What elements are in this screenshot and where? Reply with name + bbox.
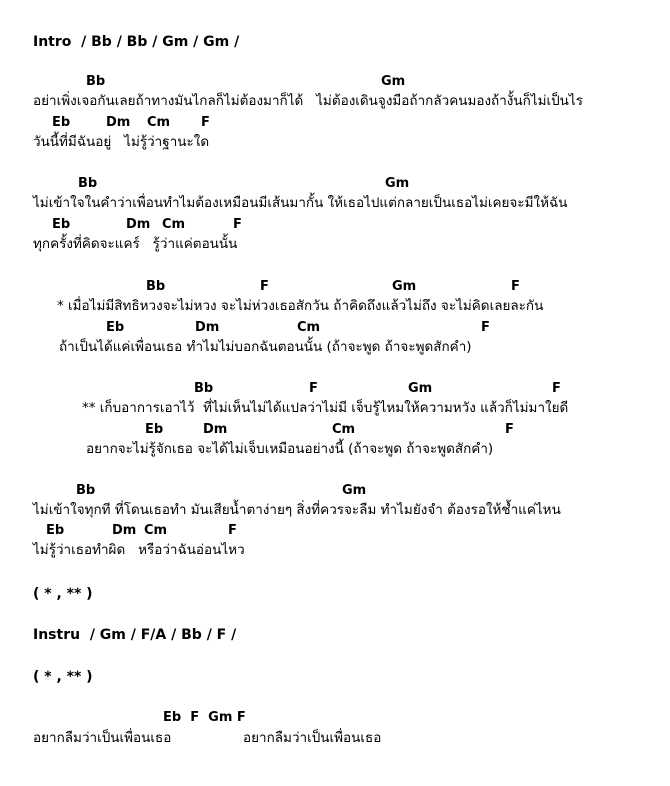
lyric-line: อยากลืมว่าเป็นเพื่อนเธอ bbox=[243, 730, 382, 746]
chord: Dm bbox=[195, 320, 220, 335]
chord: Gm bbox=[381, 74, 406, 89]
chord: F bbox=[201, 115, 210, 130]
chord: Gm bbox=[408, 381, 433, 396]
chord: Cm bbox=[144, 523, 168, 538]
lyric-line: ไม่เข้าใจทุกที ที่โดนเธอทำ มันเสียน้ำตาง่ายๆ สิ่งที่ควรจะลืม ทำไมยังจำ ต้องรอให้ช้ำแค่ไหน bbox=[33, 502, 561, 518]
lyric-line: ถ้าเป็นได้แค่เพื่อนเธอ ทำไมไม่บอกฉันตอนนั้น (ถ้าจะพูด ถ้าจะพูดสักคำ) bbox=[59, 339, 472, 355]
lyric-line: ** เก็บอาการเอาไว้ ที่ไม่เห็นไม่ได้แปลว่าไม่มี เจ็บรู้ไหมให้ความหวัง แล้วก็ไม่มาใยดี bbox=[82, 400, 569, 416]
chord: Bb bbox=[78, 176, 98, 191]
chord: F bbox=[511, 279, 520, 294]
chord: Cm bbox=[147, 115, 171, 130]
chord: Dm bbox=[112, 523, 137, 538]
chord: Bb bbox=[194, 381, 214, 396]
chord: Gm bbox=[342, 483, 367, 498]
chord: Eb bbox=[52, 115, 71, 130]
chord: Cm bbox=[332, 422, 356, 437]
chord: F bbox=[552, 381, 561, 396]
chord: Gm bbox=[385, 176, 410, 191]
lyric-line: * เมื่อไม่มีสิทธิหวงจะไม่หวง จะไม่ห่วงเธอสักวัน ถ้าคิดถึงแล้วไม่ถึง จะไม่คิดเลยละกัน bbox=[57, 298, 544, 314]
chord: F bbox=[505, 422, 514, 437]
chord: F bbox=[309, 381, 318, 396]
chord: Eb bbox=[106, 320, 125, 335]
lyric-line: ไม่เข้าใจในคำว่าเพื่อนทำไมต้องเหมือนมีเส้นมากั้น ให้เธอไปแต่กลายเป็นเธอไม่เคยจะมีให้ฉัน bbox=[33, 195, 568, 211]
chord: Eb bbox=[46, 523, 65, 538]
chord: Bb bbox=[76, 483, 96, 498]
lyric-line: ทุกครั้งที่คิดจะแคร์ รู้ว่าแค่ตอนนั้น bbox=[33, 236, 238, 252]
chord: F bbox=[233, 217, 242, 232]
chord: Eb bbox=[52, 217, 71, 232]
chord: Bb bbox=[146, 279, 166, 294]
lyric-line: อย่าเพิ่งเจอกันเลยถ้าทางมันไกลก็ไม่ต้องมาก็ได้ ไม่ต้องเดินจูงมือถ้ากลัวคนมองถ้างั้นก็ไม่เป็นไร bbox=[33, 93, 583, 109]
chord: F bbox=[228, 523, 237, 538]
chord: Cm bbox=[162, 217, 186, 232]
repeat-marker: ( * , ** ) bbox=[33, 586, 93, 602]
repeat-marker: ( * , ** ) bbox=[33, 669, 93, 685]
chord: Eb bbox=[145, 422, 164, 437]
chord-line: Eb F Gm F bbox=[163, 710, 246, 725]
chord: Cm bbox=[297, 320, 321, 335]
lyric-line: อยากลืมว่าเป็นเพื่อนเธอ bbox=[33, 730, 172, 746]
chord: F bbox=[260, 279, 269, 294]
instru-line: Instru / Gm / F/A / Bb / F / bbox=[33, 627, 237, 643]
chord: Bb bbox=[86, 74, 106, 89]
chord: Dm bbox=[126, 217, 151, 232]
chord: Gm bbox=[392, 279, 417, 294]
chord: F bbox=[481, 320, 490, 335]
lyric-line: วันนี้ที่มีฉันอยู่ ไม่รู้ว่าฐานะใด bbox=[33, 134, 210, 150]
lyric-line: ไม่รู้ว่าเธอทำผิด หรือว่าฉันอ่อนไหว bbox=[33, 542, 245, 558]
chord: Dm bbox=[203, 422, 228, 437]
lyric-line: อยากจะไม่รู้จักเธอ จะได้ไม่เจ็บเหมือนอย่างนี้ (ถ้าจะพูด ถ้าจะพูดสักคำ) bbox=[86, 441, 494, 457]
intro-line: Intro / Bb / Bb / Gm / Gm / bbox=[33, 34, 240, 50]
chord: Dm bbox=[106, 115, 131, 130]
